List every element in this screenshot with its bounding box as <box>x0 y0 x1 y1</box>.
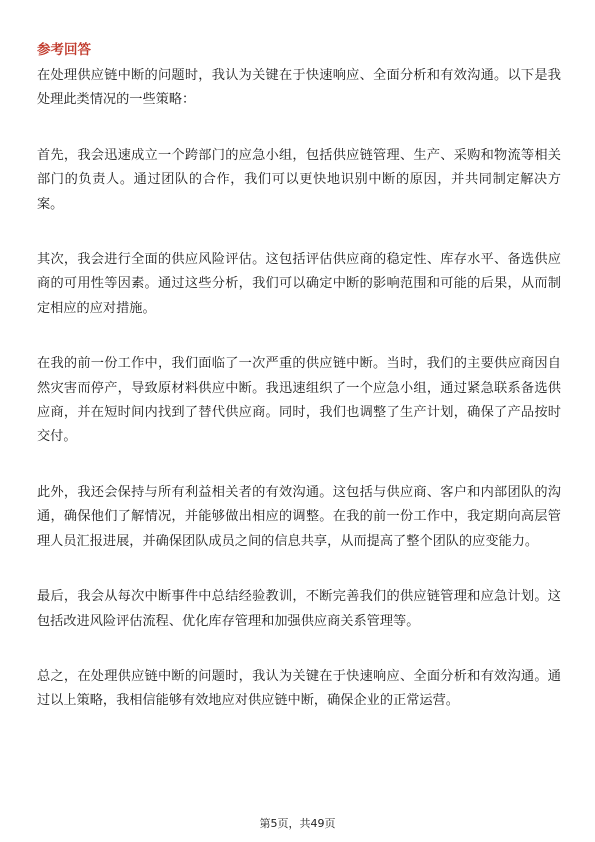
paragraph-lessons: 最后，我会从每次中断事件中总结经验教训，不断完善我们的供应链管理和应急计划。这包括改进风险评估流程、优化库存管理和加强供应商关系管理等。 <box>37 589 561 629</box>
paragraph-second: 其次，我会进行全面的供应风险评估。这包括评估供应商的稳定性、库存水平、备选供应商的可用性等因素。通过这些分析，我们可以确定中断的影响范围和可能的后果，从而制定相应的应对措施。 <box>37 252 561 316</box>
paragraph-intro: 在处理供应链中断的问题时，我认为关键在于快速响应、全面分析和有效沟通。以下是我处理此类情况的一些策略： <box>37 68 561 108</box>
paragraph-communication: 此外，我还会保持与所有利益相关者的有效沟通。这包括与供应商、客户和内部团队的沟通，确保他们了解情况，并能够做出相应的调整。在我的前一份工作中，我定期向高层管理人员汇报进展，并确保团队成员之间的信息共享，从而提高了整个团队的应变能力。 <box>37 484 561 549</box>
page-number: 第5页，共49页 <box>259 817 336 830</box>
paragraph-example: 在我的前一份工作中，我们面临了一次严重的供应链中断。当时，我们的主要供应商因自然灾害而停产，导致原材料供应中断。我迅速组织了一个应急小组，通过紧急联系备选供应商，并在短时间内找到了替代供应商。同时，我们也调整了生产计划，确保了产品按时交付。 <box>37 356 561 445</box>
paragraph-first: 首先，我会迅速成立一个跨部门的应急小组，包括供应链管理、生产、采购和物流等相关部门的负责人。通过团队的合作，我们可以更快地识别中断的原因，并共同制定解决方案。 <box>37 147 561 212</box>
answer-body <box>37 64 561 714</box>
paragraph-summary: 总之，在处理供应链中断的问题时，我认为关键在于快速响应、全面分析和有效沟通。通过以上策略，我相信能够有效地应对供应链中断，确保企业的正常运营。 <box>37 668 561 709</box>
answer-heading: 参考回答 <box>37 42 91 58</box>
